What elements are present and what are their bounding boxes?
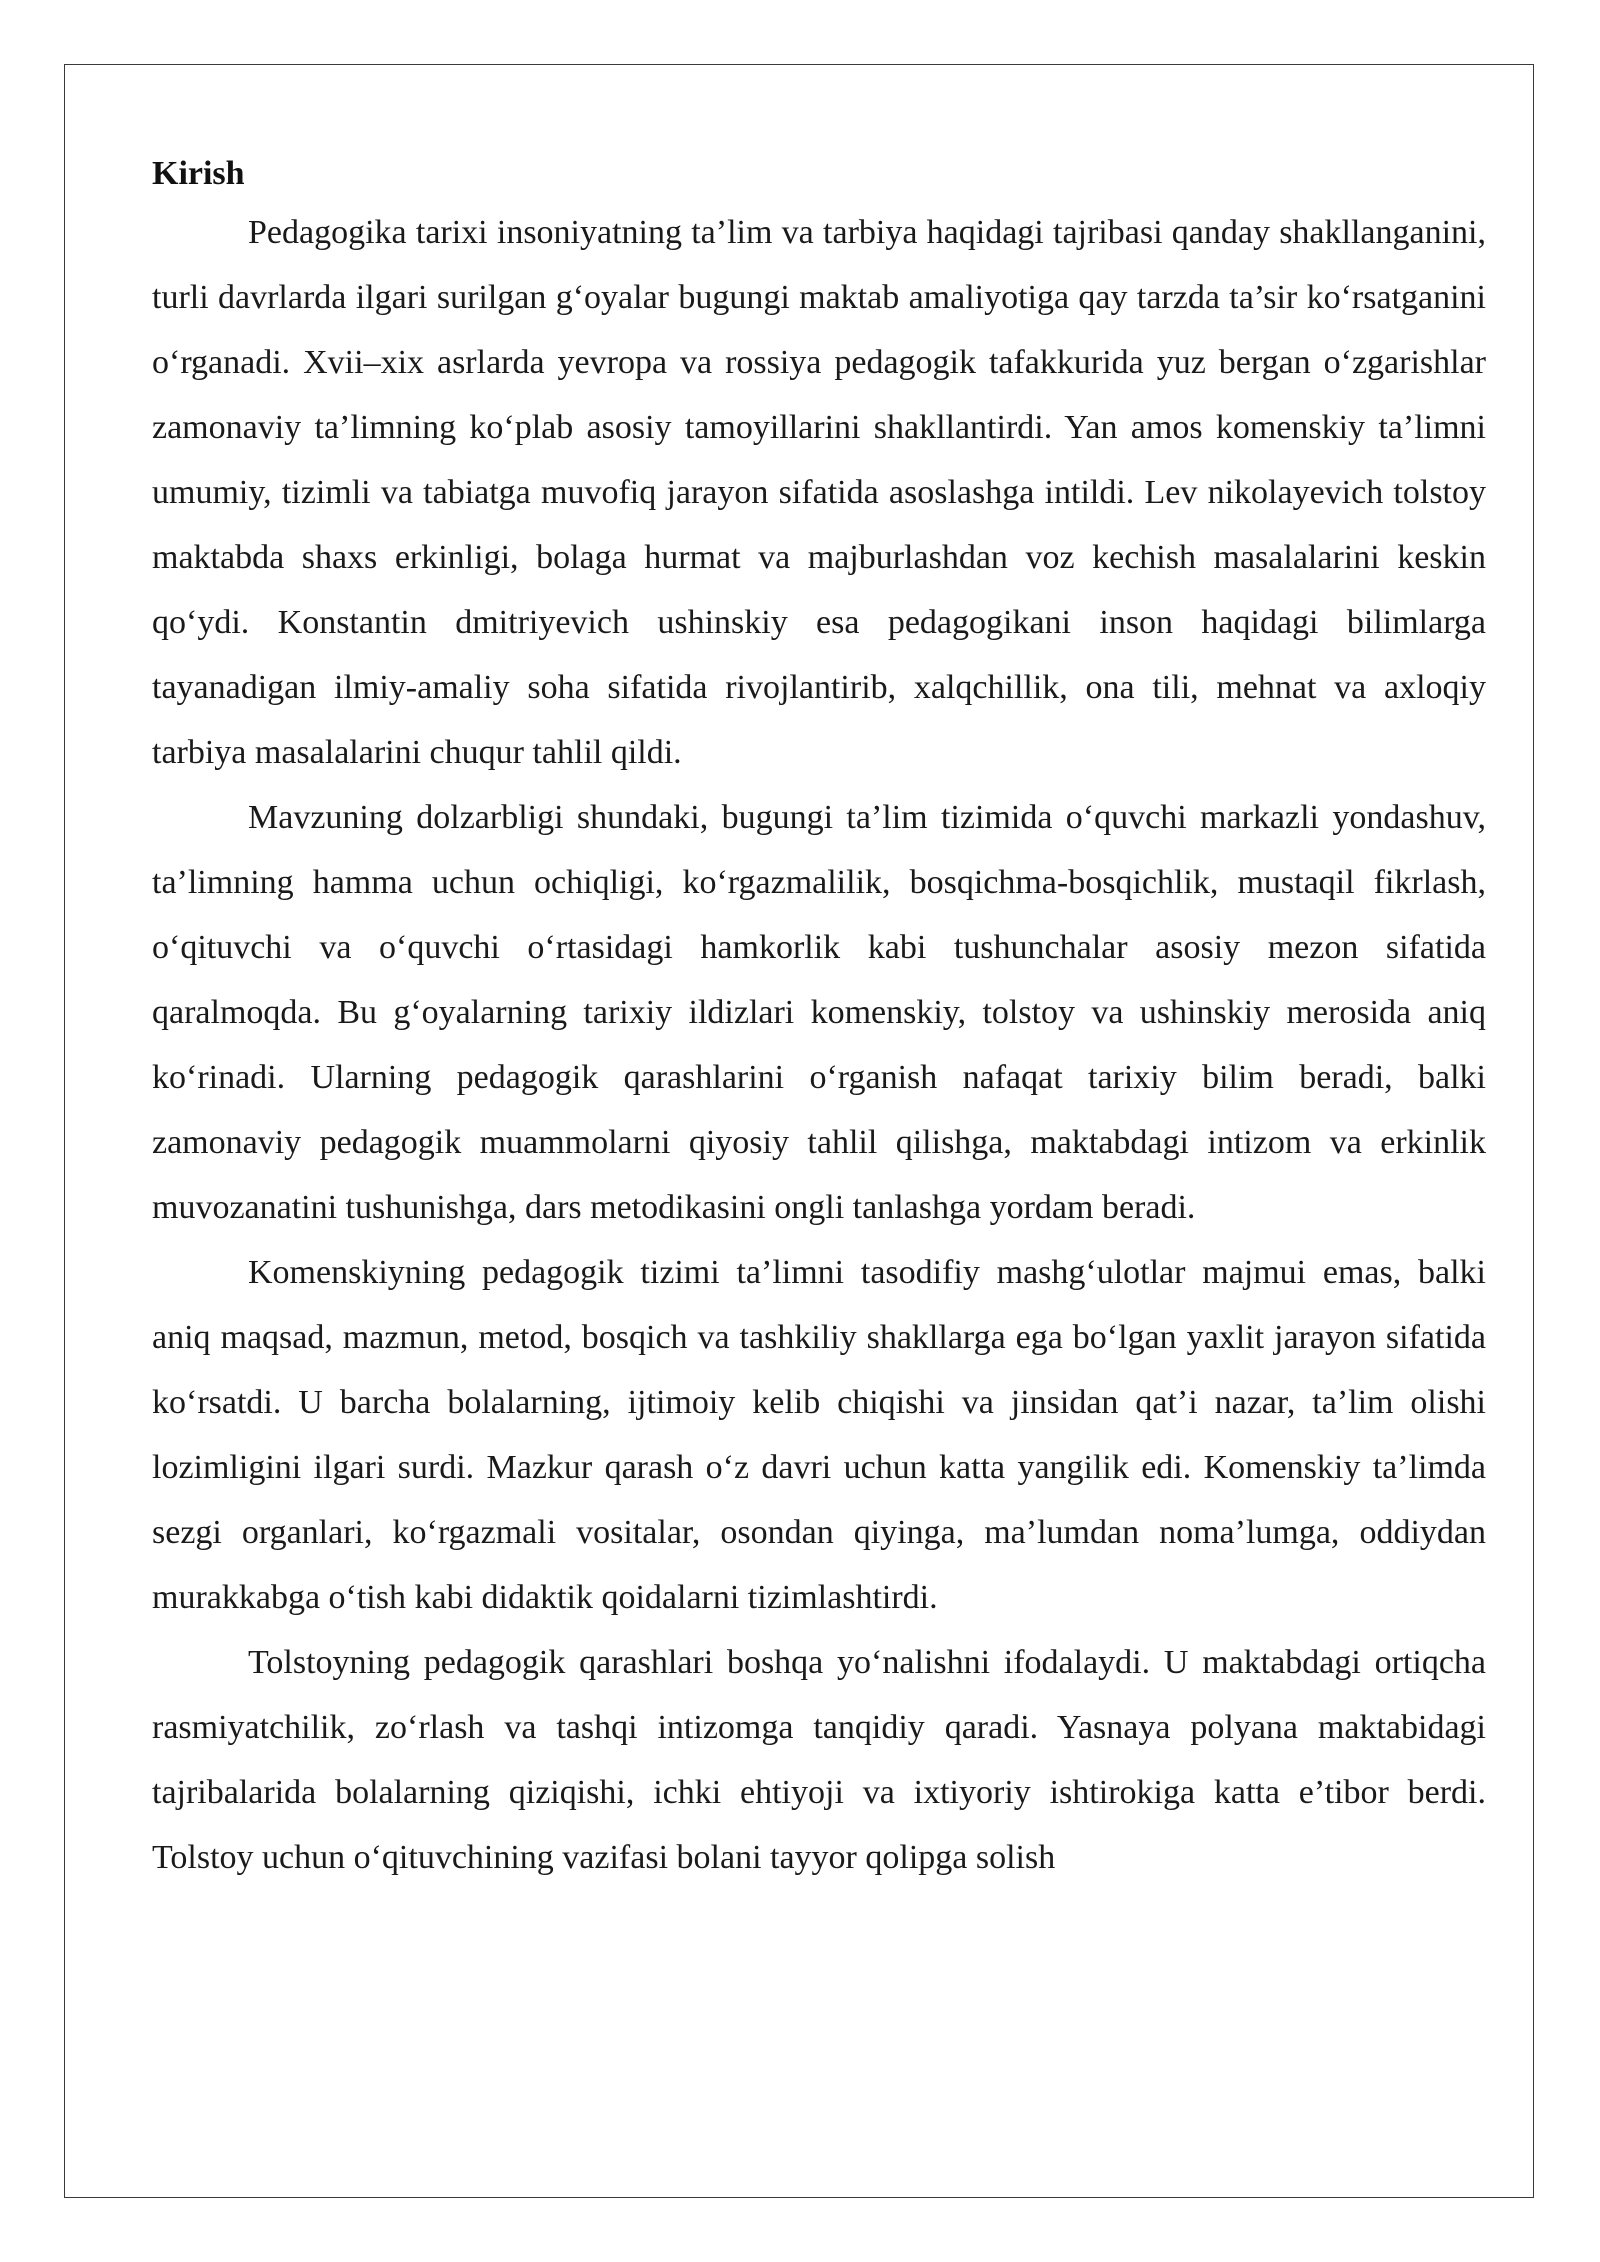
document-body <box>152 148 1486 1890</box>
section-heading: Kirish <box>152 155 245 192</box>
paragraph-komensky: Komenskiyning pedagogik tizimi ta’limni tasodifiy mashg‘ulotlar majmui emas, balki aniq maqsad, mazmun, metod, bosqich va tashkiliy shakllarga ega bo‘lgan yaxlit jarayon sifatida ko‘rsatdi. U barcha bolalarning, ijtimoiy kelib chiqishi va jinsidan qat’i nazar, ta’lim olishi lozimligini ilgari surdi. Mazkur qarash o‘z davri uchun katta yangilik edi. Komenskiy ta’limda sezgi organlari, ko‘rgazmali vositalar, osondan qiyinga, ma’lumdan noma’lumga, oddiydan murakkabga o‘tish kabi didaktik qoidalarni tizimlashtirdi. <box>152 1254 1486 1616</box>
paragraph-tolstoy: Tolstoyning pedagogik qarashlari boshqa yo‘nalishni ifodalaydi. U maktabdagi ortiqcha rasmiyatchilik, zo‘rlash va tashqi intizomga tanqidiy qaradi. Yasnaya polyana maktabidagi tajribalarida bolalarning qiziqishi, ichki ehtiyoji va ixtiyoriy ishtirokiga katta e’tibor berdi. Tolstoy uchun o‘qituvchining vazifasi bolani tayyor qolipga solish <box>152 1644 1486 1876</box>
paragraph-introduction: Pedagogika tarixi insoniyatning ta’lim va tarbiya haqidagi tajribasi qanday shakllanganini, turli davrlarda ilgari surilgan g‘oyalar bugungi maktab amaliyotiga qay tarzda ta’sir ko‘rsatganini o‘rganadi. Xvii–xix asrlarda yevropa va rossiya pedagogik tafakkurida yuz bergan o‘zgarishlar zamonaviy ta’limning ko‘plab asosiy tamoyillarini shakllantirdi. Yan amos komenskiy ta’limni umumiy, tizimli va tabiatga muvofiq jarayon sifatida asoslashga intildi. Lev nikolayevich tolstoy maktabda shaxs erkinligi, bolaga hurmat va majburlashdan voz kechish masalalarini keskin qo‘ydi. Konstantin dmitriyevich ushinskiy esa pedagogikani inson haqidagi bilimlarga tayanadigan ilmiy-amaliy soha sifatida rivojlantirib, xalqchillik, ona tili, mehnat va axloqiy tarbiya masalalarini chuqur tahlil qildi. <box>152 214 1486 771</box>
paragraph-relevance: Mavzuning dolzarbligi shundaki, bugungi ta’lim tizimida o‘quvchi markazli yondashuv, ta’limning hamma uchun ochiqligi, ko‘rgazmalilik, bosqichma-bosqichlik, mustaqil fikrlash, o‘qituvchi va o‘quvchi o‘rtasidagi hamkorlik kabi tushunchalar asosiy mezon sifatida qaralmoqda. Bu g‘oyalarning tarixiy ildizlari komenskiy, tolstoy va ushinskiy merosida aniq ko‘rinadi. Ularning pedagogik qarashlarini o‘rganish nafaqat tarixiy bilim beradi, balki zamonaviy pedagogik muammolarni qiyosiy tahlil qilishga, maktabdagi intizom va erkinlik muvozanatini tushunishga, dars metodikasini ongli tanlashga yordam beradi. <box>152 799 1486 1226</box>
